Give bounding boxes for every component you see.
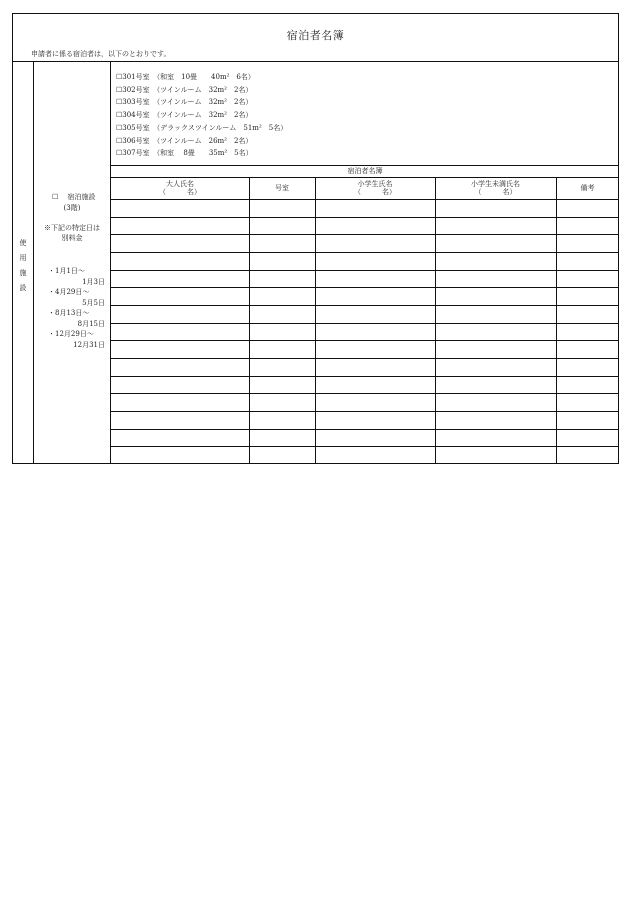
checkbox-glyph: ☐ xyxy=(52,193,59,201)
facility-checkbox[interactable] xyxy=(52,192,96,202)
col-header-preschool xyxy=(435,178,556,199)
guest-roster-table xyxy=(111,166,619,464)
room-option-304[interactable]: ☐304号室 （ツインルーム 32m² 2名） xyxy=(116,111,253,119)
note-line: 別料金 xyxy=(61,234,83,242)
table-row[interactable] xyxy=(111,340,619,358)
table-row[interactable] xyxy=(111,199,619,217)
period-start: ・12月29日～ xyxy=(48,330,94,338)
room-option-301[interactable]: ☐301号室 （和室 10畳 40m² 6名） xyxy=(116,73,255,81)
intro-text: 申請者に係る宿泊者は，以下のとおりです。 xyxy=(31,50,171,58)
guest-register-form xyxy=(12,13,619,464)
table-row[interactable] xyxy=(111,376,619,394)
special-dates-note xyxy=(34,223,110,243)
col-label: 小学生氏名 xyxy=(357,180,393,188)
period-start: ・8月13日～ xyxy=(48,309,90,317)
facility-name: 宿泊施設 xyxy=(67,193,96,201)
period-end: 12月31日 xyxy=(73,341,105,349)
room-option-302[interactable]: ☐302号室 （ツインルーム 32m² 2名） xyxy=(116,86,253,94)
table-row[interactable] xyxy=(111,429,619,447)
room-option-307[interactable]: ☐307号室 （和室 8畳 35m² 5名） xyxy=(116,149,253,157)
col-count: （ 名） xyxy=(159,188,201,196)
form-header xyxy=(13,14,618,62)
col-header-adult xyxy=(111,178,249,199)
use-facility-char: 使 xyxy=(19,239,27,247)
table-row[interactable] xyxy=(111,252,619,270)
room-option-306[interactable]: ☐306号室 （ツインルーム 26m² 2名） xyxy=(116,137,253,145)
col-header-room xyxy=(249,178,315,199)
room-option-305[interactable]: ☐305号室 （デラックスツインルーム 51m² 5名） xyxy=(116,124,288,132)
use-facility-column xyxy=(13,61,34,464)
facility-floor: (3階) xyxy=(63,204,81,212)
room-option-303[interactable]: ☐303号室 （ツインルーム 32m² 2名） xyxy=(116,98,253,106)
use-facility-label xyxy=(13,236,33,296)
table-row[interactable] xyxy=(111,270,619,288)
table-row[interactable] xyxy=(111,446,619,464)
page-title: 宿泊者名簿 xyxy=(286,29,345,42)
use-facility-char: 施 xyxy=(19,269,27,277)
col-label: 号室 xyxy=(275,184,289,192)
room-options xyxy=(111,61,619,166)
table-row[interactable] xyxy=(111,358,619,376)
period-end: 5月5日 xyxy=(82,299,105,307)
period-end: 8月15日 xyxy=(77,320,105,328)
period-start: ・1月1日～ xyxy=(48,267,85,275)
period-start: ・4月29日～ xyxy=(48,288,90,296)
col-count: （ 名） xyxy=(474,188,517,196)
note-line: ※下記の特定日は xyxy=(44,224,100,232)
col-count: （ 名） xyxy=(354,188,396,196)
table-row[interactable] xyxy=(111,287,619,305)
table-row[interactable] xyxy=(111,305,619,323)
table-row[interactable] xyxy=(111,234,619,252)
table-row[interactable] xyxy=(111,393,619,411)
col-label: 大人氏名 xyxy=(166,180,194,188)
use-facility-char: 用 xyxy=(19,254,27,262)
facility-column xyxy=(34,61,111,464)
table-row[interactable] xyxy=(111,323,619,341)
table-row[interactable] xyxy=(111,217,619,235)
col-header-notes xyxy=(556,178,619,199)
use-facility-char: 設 xyxy=(19,284,27,292)
col-label: 備考 xyxy=(580,184,595,192)
period-end: 1月3日 xyxy=(82,278,105,286)
col-label: 小学生未満氏名 xyxy=(471,180,520,188)
table-row[interactable] xyxy=(111,411,619,429)
col-header-elementary xyxy=(315,178,435,199)
roster-title: 宿泊者名簿 xyxy=(111,166,619,178)
